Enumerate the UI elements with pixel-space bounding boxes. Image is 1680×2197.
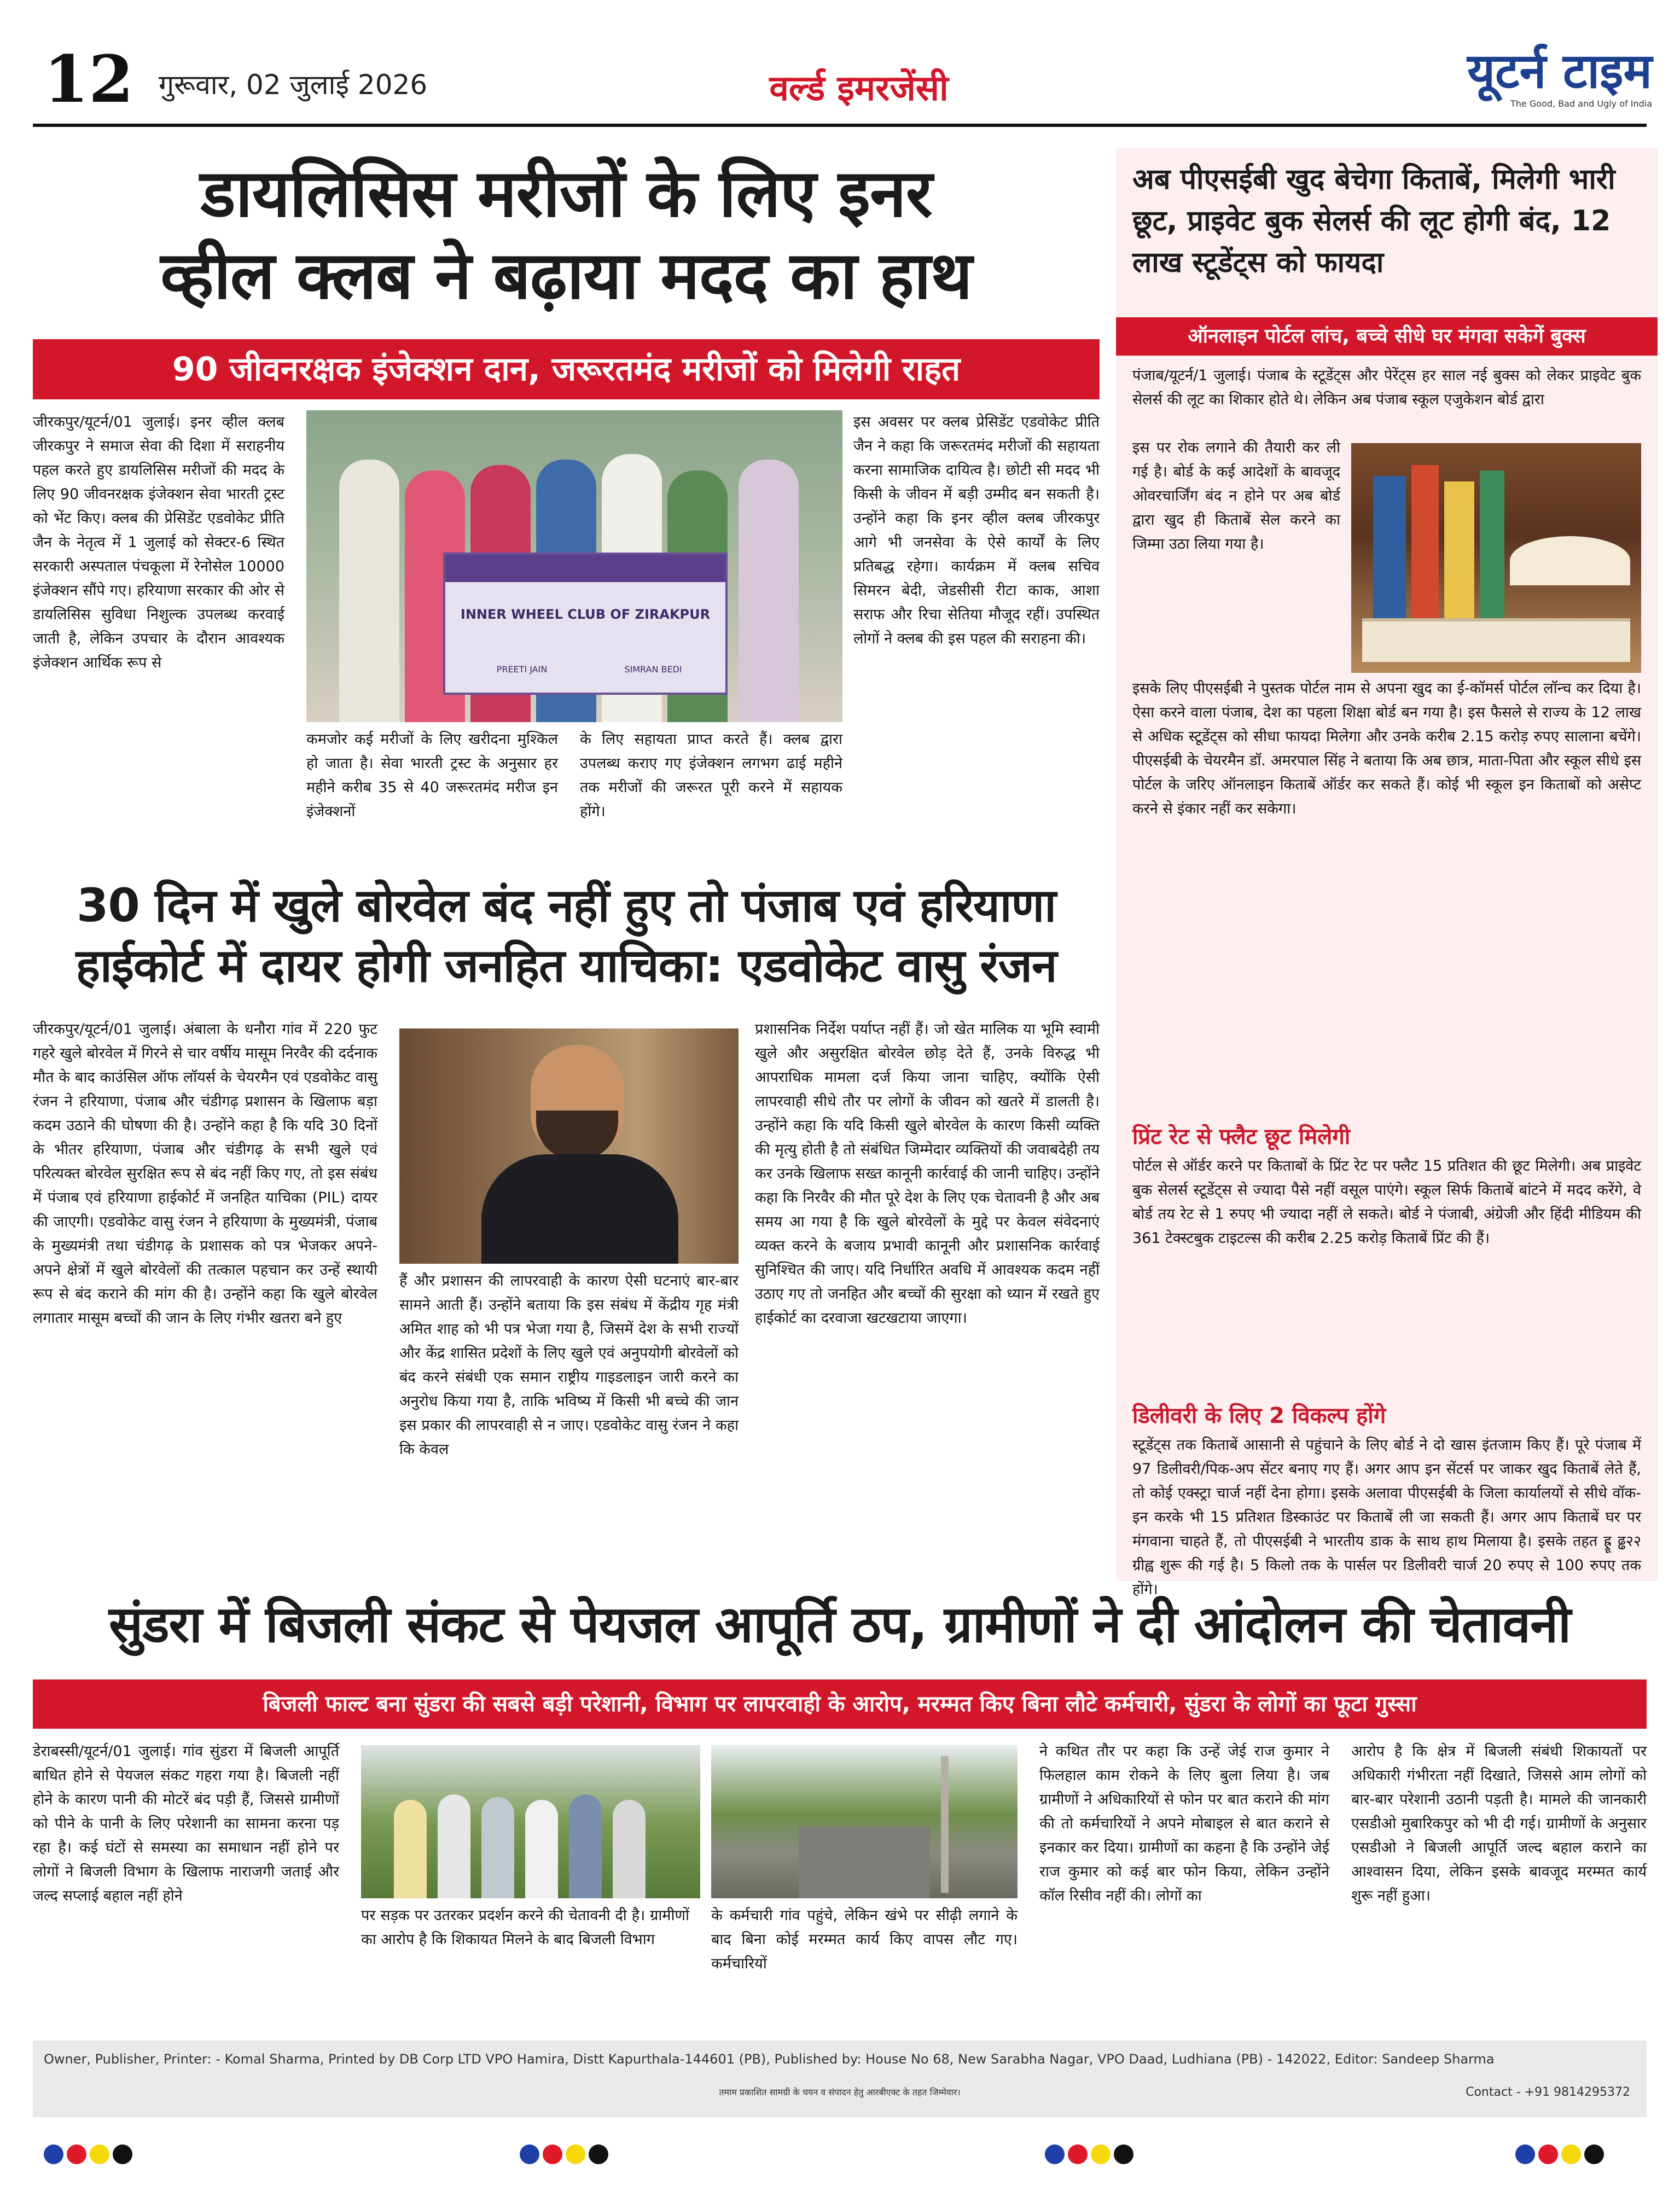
reg-dot-red <box>1068 2144 1088 2164</box>
story4-column-5: आरोप है कि क्षेत्र में बिजली संबंधी शिकायतों पर अधिकारी गंभीरता नहीं दिखाते, जिससे आम लोगों को बार-बार परेशानी उठानी पड़ती है। मामले की जानकारी एसडीओ मुबारिकपुर को भी दी गई। ग्रामीणों के अनुसार एसडीओ ने बिजली आपूर्ति जल्द बहाल कराने का आश्वासन दिया, लेकिन इसके बावजूद मरम्मत कार्य शुरू नहीं हुआ। <box>1351 1743 1647 1904</box>
registration-marks-center-left <box>520 2144 662 2166</box>
story3-subhead-band: ऑनलाइन पोर्टल लांच, बच्चे सीधे घर मंगवा सकेगें बुक्स <box>1116 317 1658 356</box>
story2-headline-line2: हाईकोर्ट में दायर होगी जनहित याचिका: एडवोकेट वासु रंजन <box>75 939 1057 992</box>
story3-subheading-print-rate: प्रिंट रेट से फ्लैट छूट मिलेगी <box>1132 1124 1351 1149</box>
story4-column-2: पर सड़क पर उतरकर प्रदर्शन करने की चेतावनी दी है। ग्रामीणों का आरोप है कि शिकायत मिलने के बाद बिजली विभाग <box>361 1907 689 1948</box>
club-banner-name-2: SIMRAN BEDI <box>624 664 682 675</box>
reg-dot-blue <box>520 2144 539 2164</box>
book-stack-base <box>1362 618 1630 662</box>
club-banner-stripe <box>445 555 725 582</box>
page-number: 12 <box>44 41 134 117</box>
story1-column-4: इस अवसर पर क्लब प्रेसिडेंट एडवोकेट प्रीति जैन ने कहा कि जरूरतमंद मरीजों की सहायता करना सामाजिक दायित्व है। छोटी सी मदद भी किसी के जीवन में बड़ी उम्मीद बन सकती है। उन्होंने कहा कि इनर व्हील क्लब जीरकपुर आगे भी जनसेवा के ऐसे कार्यों के लिए प्रतिबद्ध रहेगा। कार्यक्रम में क्लब सचिव सिमरन बेदी, जेडसीसी रीटा काक, आशा सराफ और रिचा सेतिया मौजूद रहीं। उपस्थित लोगों ने क्लब की इस पहल की सराहना की। <box>853 414 1100 647</box>
advocate-portrait-photo <box>399 1028 739 1264</box>
reg-dot-black <box>113 2144 132 2164</box>
reg-dot-black <box>1584 2144 1604 2164</box>
protester-2 <box>438 1794 470 1898</box>
footer-imprint-bar <box>33 2041 1647 2117</box>
reg-dot-yellow <box>90 2144 109 2164</box>
story1-column-3: के लिए सहायता प्राप्त करते हैं। क्लब द्वारा उपलब्ध कराए गए इंजेक्शन लगभग ढाई महीने तक मरीजों की जरूरत पूरी करने में सहायक होंगे। <box>580 731 842 820</box>
club-banner-title: INNER WHEEL CLUB OF ZIRAKPUR <box>460 607 711 622</box>
books-stack-photo <box>1351 443 1641 673</box>
logo-tagline: The Good, Bad and Ugly of India <box>1510 98 1652 109</box>
club-banner <box>443 553 728 695</box>
protester-6 <box>613 1800 646 1898</box>
story3-delivery-paragraph: स्टूडेंट्स तक किताबें आसानी से पहुंचाने के लिए बोर्ड ने दो खास इंतजाम किए हैं। पूरे पंजाब में 97 डिलीवरी/पिक-अप सेंटर बनाए गए हैं। अगर आप इन सेंटर्स पर जाकर खुद किताबें लेते हैं, तो कोई एक्स्ट्रा चार्ज नहीं देना होगा। इसके अलावा पीएसईबी के जिला कार्यालयों से सीधे वॉक-इन करके भी 15 प्रतिशत डिस्काउंट पर किताबें ली जा सकती हैं। अगर आप किताबें घर पर मंगवाना चाहते हैं, तो पीएसईबी ने भारतीय डाक के साथ हाथ मिलाया है। इसके तहत ह्र्रू ढ्ढ२२ ग्रीह्व शुरू की गई है। 5 किलो तक के पार्सल पर डिलीवरी चार्ज 20 रुपए से 100 रुपए तक होंगे। <box>1132 1437 1641 1598</box>
portrait-beard <box>536 1111 618 1160</box>
logo-wordmark: यूटर्न टाइम <box>1467 43 1652 99</box>
protest-photo <box>361 1745 700 1898</box>
book-spine-1 <box>1373 476 1406 618</box>
reg-dot-yellow <box>1091 2144 1111 2164</box>
story1-column-1: जीरकपुर/यूटर्न/01 जुलाई। इनर व्हील क्लब जीरकपुर ने समाज सेवा की दिशा में सराहनीय पहल करते हुए डायलिसिस मरीजों की मदद के लिए 90 जीवनरक्षक इंजेक्शन सेवा भारती ट्रस्ट को भेंट किए। क्लब की प्रेसिडेंट एडवोकेट प्रीति जैन के नेतृत्व में 1 जुलाई को सेक्टर-6 स्थित सरकारी अस्पताल पंचकूला में रेनोसेल 10000 इंजेक्शन सौंपे गए। हरियाणा सरकार की ओर से डायलिसिस सुविधा निशुल्क उपलब्ध करवाई जाती है, लेकिन उपचार के दौरान आवश्यक इंजेक्शन आर्थिक रूप से <box>33 414 284 671</box>
page-header <box>33 38 1652 120</box>
issue-date: गुरूवार, 02 जुलाई 2026 <box>159 69 428 101</box>
story4-subhead-band: बिजली फाल्ट बना सुंडरा की सबसे बड़ी परेशानी, विभाग पर लापरवाही के आरोप, मरम्मत किए बिना लौटे कर्मचारी, सुंडरा के लोगों का फूटा गुस्सा <box>33 1679 1647 1729</box>
reg-dot-red <box>543 2144 562 2164</box>
header-rule <box>33 124 1647 127</box>
open-book <box>1510 536 1630 585</box>
reg-dot-blue <box>1515 2144 1535 2164</box>
story-sundra <box>33 1586 1647 2013</box>
story3-print-rate-paragraph: पोर्टल से ऑर्डर करने पर किताबों के प्रिंट रेट पर फ्लैट 15 प्रतिशत की छूट मिलेगी। अब प्राइवेट बुक सेलर्स स्टूडेंट्स से ज्यादा पैसे नहीं वसूल पाएंगे। स्कूल सिर्फ किताबें बांटने में मदद करेंगे, वे बोर्ड तय रेट से 1 रुपए भी ज्यादा नहीं ले सकते। बोर्ड ने पंजाबी, अंग्रेजी और हिंदी मीडियम की 361 टेक्स्टबुक टाइटल्स की करीब 2.25 करोड़ किताबें प्रिंट की हैं। <box>1132 1158 1641 1247</box>
story3-subheading-delivery: डिलीवरी के लिए 2 विकल्प होंगे <box>1132 1403 1386 1428</box>
reg-dot-red <box>67 2144 86 2164</box>
section-title: वर्ल्ड इमरजेंसी <box>769 68 949 109</box>
book-spine-2 <box>1411 465 1439 618</box>
story3-lead-paragraph: पंजाब/यूटर्न/1 जुलाई। पंजाब के स्टूडेंट्स और पेरेंट्स हर साल नई बुक्स को लेकर प्राइवेट बुक सेलर्स की लूट का शिकार होते थे। लेकिन अब पंजाब स्कूल एजुकेशन बोर्ड द्वारा <box>1132 367 1641 408</box>
footer-imprint: Owner, Publisher, Printer: - Komal Sharma, Printed by DB Corp LTD VPO Hamira, Distt Kapurthala-144601 (PB), Published by: House No 68, New Sarabha Nagar, VPO Daad, Ludhiana (PB) - 142022, Editor: Sandeep Sharma <box>44 2051 1495 2067</box>
utility-pole <box>941 1756 949 1893</box>
registration-marks-center-right <box>1045 2144 1187 2166</box>
story3-side-paragraph: इस पर रोक लगाने की तैयारी कर ली गई है। बोर्ड के कई आदेशों के बावजूद ओवरचार्जिंग बंद न होने पर अब बोर्ड द्वारा खुद ही किताबें सेल करने का जिम्मा उठा लिया गया है। <box>1132 439 1340 553</box>
story4-headline: सुंडरा में बिजली संकट से पेयजल आपूर्ति ठप, ग्रामीणों ने दी आंदोलन की चेतावनी <box>109 1595 1571 1654</box>
story1-column-2: कमजोर कई मरीजों के लिए खरीदना मुश्किल हो जाता है। सेवा भारती ट्रस्ट के अनुसार हर महीने करीब 35 से 40 जरूरतमंद मरीज इन इंजेक्शनों <box>306 731 558 820</box>
book-spine-3 <box>1444 481 1474 618</box>
story2-column-1: जीरकपुर/यूटर्न/01 जुलाई। अंबाला के धनौरा गांव में 220 फुट गहरे खुले बोरवेल में गिरने से चार वर्षीय मासूम निरवैर की दर्दनाक मौत के बाद काउंसिल ऑफ लॉयर्स के चेयरमैन एवं एडवोकेट वासु रंजन ने हरियाणा, पंजाब और चंडीगढ़ प्रशासन के खिलाफ बड़ा कदम उठाने की घोषणा की है। उन्होंने कहा है कि यदि 30 दिनों के भीतर हरियाणा, पंजाब और चंडीगढ़ के सभी खुले एवं परित्यक्त बोरवेल सुरक्षित रूप से बंद नहीं किए गए, तो इस संबंध में पंजाब एवं हरियाणा हाईकोर्ट में जनहित याचिका (PIL) दायर की जाएगी। एडवोकेट वासु रंजन ने हरियाणा के मुख्यमंत्री, पंजाब के मुख्यमंत्री तथा चंडीगढ़ के प्रशासक को पत्र भेजकर अपने-अपने क्षेत्रों में खुले बोरवेलों की तत्काल पहचान कर उन्हें स्थायी रूप से बंद कराने की मांग की है। उन्होंने कहा कि खुले बोरवेल लगातार मासूम बच्चों की जान के लिए गंभीर खतरा बने हुए <box>33 1021 377 1327</box>
book-spine-4 <box>1480 470 1504 618</box>
registration-marks-right <box>1515 2144 1658 2166</box>
reg-dot-blue <box>1045 2144 1065 2164</box>
protester-4 <box>525 1800 558 1898</box>
story1-group-photo <box>306 410 842 722</box>
reg-dot-red <box>1538 2144 1558 2164</box>
newspaper-logo <box>1335 44 1652 115</box>
story1-headline-line1: डायलिसिस मरीजों के लिए इनर <box>200 156 932 232</box>
story3-headline: अब पीएसईबी खुद बेचेगा किताबें, मिलेगी भारी छूट, प्राइवेट बुक सेलर्स की लूट होगी बंद, 12 लाख स्टूडेंट्स को फायदा <box>1132 163 1615 279</box>
story4-column-1: डेराबस्सी/यूटर्न/01 जुलाई। गांव सुंडरा में बिजली आपूर्ति बाधित होने से पेयजल संकट गहरा गया है। बिजली नहीं होने के कारण पानी की मोटरें बंद पड़ी हैं, जिससे ग्रामीणों को पीने के पानी के लिए परेशानी का सामना करना पड़ रहा है। कई घंटों से समस्या का समाधान नहीं होने पर लोगों ने बिजली विभाग के खिलाफ नाराजगी जताई और जल्द सप्लाई बहाल नहीं होने <box>33 1743 339 1904</box>
story2-column-2: हैं और प्रशासन की लापरवाही के कारण ऐसी घटनाएं बार-बार सामने आती हैं। उन्होंने बताया कि इस संबंध में केंद्रीय गृह मंत्री अमित शाह को भी पत्र भेजा गया है, जिसमें देश के सभी राज्यों और केंद्र शासित प्रदेशों के लिए खुले एवं अनुपयोगी बोरवेलों को बंद करने संबंधी एक समान राष्ट्रीय गाइडलाइन जारी करने का अनुरोध किया गया है, ताकि भविष्य में किसी भी बच्चे की जान इस प्रकार की लापरवाही से न जाए। एडवोकेट वासु रंजन ने कहा कि केवल <box>399 1272 739 1458</box>
group-figure-1 <box>339 460 399 722</box>
reg-dot-black <box>589 2144 608 2164</box>
reg-dot-black <box>1114 2144 1133 2164</box>
portrait-suit <box>481 1154 678 1264</box>
story4-column-3: के कर्मचारी गांव पहुंचे, लेकिन खंभे पर सीढ़ी लगाने के बाद बिना कोई मरम्मत कार्य किए वापस लौट गए। कर्मचारियों <box>711 1907 1018 1972</box>
protester-1 <box>394 1800 427 1898</box>
reg-dot-yellow <box>1561 2144 1581 2164</box>
protester-3 <box>481 1797 514 1898</box>
story-borewell <box>33 875 1100 1581</box>
protester-5 <box>569 1794 602 1898</box>
footer-disclaimer: तमाम प्रकाशित सामग्री के चयन व संपादन हेतु आरबीएक्ट के तहत जिम्मेवार। <box>719 2087 961 2097</box>
reg-dot-blue <box>44 2144 63 2164</box>
story1-subhead-band: 90 जीवनरक्षक इंजेक्शन दान, जरूरतमंद मरीजों को मिलेगी राहत <box>33 339 1100 399</box>
story3-main-paragraph: इसके लिए पीएसईबी ने पुस्तक पोर्टल नाम से अपना खुद का ई-कॉमर्स पोर्टल लॉन्च कर दिया है। ऐसा करने वाला पंजाब, देश का पहला शिक्षा बोर्ड बन गया है। इस फैसले से राज्य के 12 लाख से अधिक स्टूडेंट्स को सीधा फायदा मिलेगा और उनके करीब 2.15 करोड़ रुपए सालाना बचेंगे। पीएसईबी के चेयरमैन डॉ. अमरपाल सिंह ने बताया कि अब छात्र, माता-पिता और स्कूल सीधे इस पोर्टल के जरिए ऑनलाइन किताबें ऑर्डर कर सकते हैं। कोई भी स्कूल इन किताबों को असेप्ट करने से इंकार नहीं कर सकेगा। <box>1132 680 1641 817</box>
registration-marks-left <box>44 2144 186 2166</box>
story-pseb-books <box>1116 148 1658 1598</box>
story4-column-4: ने कथित तौर पर कहा कि उन्हें जेई राज कुमार ने फिलहाल काम रोकने के लिए बुला लिया है। जब ग्रामीणों ने अधिकारियों से फोन पर बात कराने की मांग की तो कर्मचारियों ने अपने मोबाइल से बात कराने से इनकार कर दिया। ग्रामीणों का कहना है कि उन्होंने जेई राज कुमार को कई बार फोन किया, लेकिन उन्होंने कॉल रिसीव नहीं की। लोगों का <box>1039 1743 1329 1904</box>
story2-column-3: प्रशासनिक निर्देश पर्याप्त नहीं हैं। जो खेत मालिक या भूमि स्वामी खुले और असुरक्षित बोरवेल छोड़ देते हैं, उनके विरुद्ध भी आपराधिक मामला दर्ज किया जाना चाहिए, क्योंकि ऐसी लापरवाही सीधे तौर पर लोगों के जीवन को खतरे में डालती है। उन्होंने कहा कि यदि किसी खुले बोरवेल के कारण किसी व्यक्ति की मृत्यु होती है तो संबंधित जिम्मेदार व्यक्तियों की जवाबदेही तय कर उनके खिलाफ सख्त कानूनी कार्रवाई की जानी चाहिए। उन्होंने कहा कि निरवैर की मौत पूरे देश के लिए एक चेतावनी है और अब समय आ गया है कि खुले बोरवेलों के मुद्दे पर केवल संवेदनाएं व्यक्त करने के बजाय प्रभावी कानूनी और प्रशासनिक कार्रवाई सुनिश्चित की जाए। यदि निर्धारित अवधि में आवश्यक कदम नहीं उठाए गए तो जनहित और बच्चों की सुरक्षा को ध्यान में रखते हुए हाईकोर्ट का दरवाजा खटखटाया जाएगा। <box>755 1021 1100 1327</box>
village-road-photo <box>711 1745 1018 1898</box>
story-inner-wheel <box>33 142 1100 886</box>
club-banner-name-1: PREETI JAIN <box>496 664 548 675</box>
footer-contact: Contact - +91 9814295372 <box>1466 2085 1630 2099</box>
story2-headline-line1: 30 दिन में खुले बोरवेल बंद नहीं हुए तो पंजाब एवं हरियाणा <box>76 879 1056 932</box>
reg-dot-yellow <box>566 2144 585 2164</box>
story1-headline-line2: व्हील क्लब ने बढ़ाया मदद का हाथ <box>160 238 972 314</box>
road-surface <box>799 1827 930 1898</box>
group-figure-7 <box>739 460 799 722</box>
